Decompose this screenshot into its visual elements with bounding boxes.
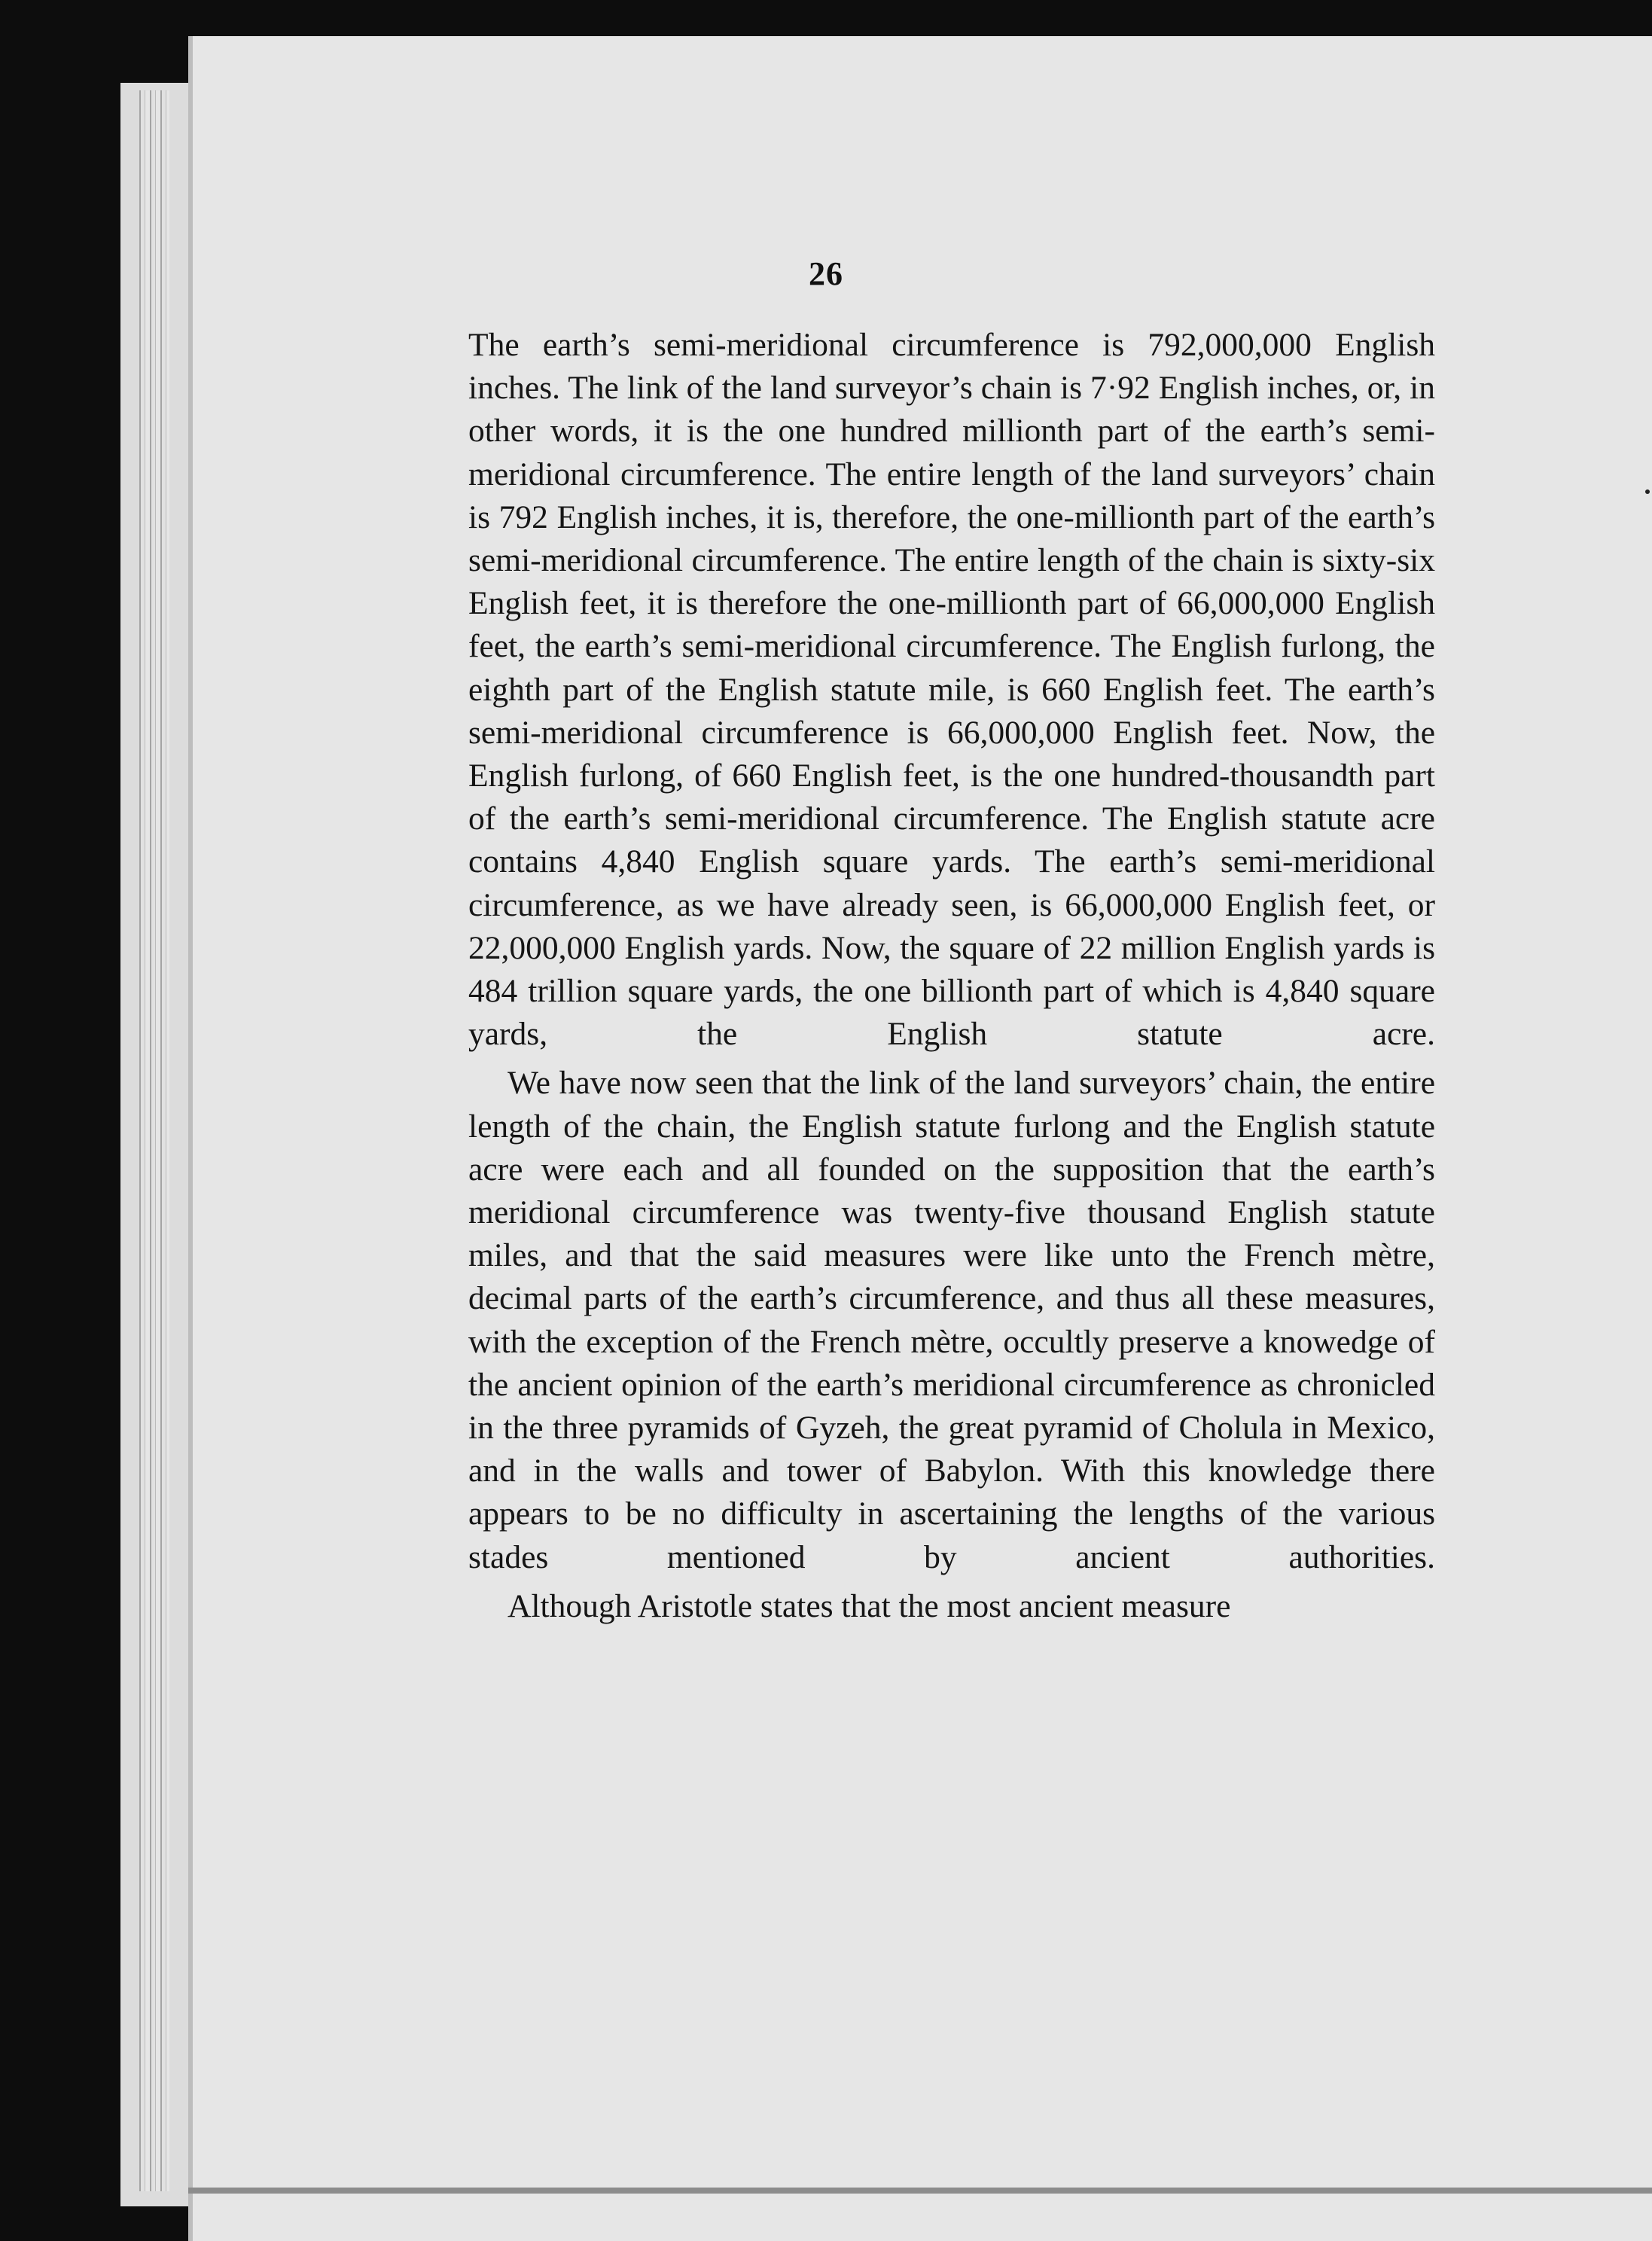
page-bottom-edge — [188, 2188, 1652, 2194]
paragraph-aristotle: Although Aristotle states that the most ancient measure — [507, 1587, 1231, 1624]
body-text — [468, 324, 1435, 1628]
page-stack-edge — [139, 90, 169, 2191]
page-number: 26 — [809, 255, 843, 292]
paragraph-summary: We have now seen that the link of the land surveyors’ chain, the entire length of the chain, the English statute furlong and the English statute acre were each and all founded on the supposition that the earth’s meridional circumference was twenty-five thousand English statute miles, and that the said measures were like unto the French mètre, decimal parts of the earth’s circumference, and thus all these measures, with the exception of the French mètre, occultly preserve a knowedge of the ancient opinion of the earth’s meridional circumference as chronicled in the three pyramids of Gyzeh, the great pyramid of Cholula in Mexico, and in the walls and tower of Babylon. With this knowledge there appears to be no difficulty in ascertaining the lengths of the various stades mentioned by ancient authorities. — [468, 1065, 1435, 1575]
scan-speck — [1645, 489, 1650, 494]
paragraph-measures: The earth’s semi-meridional circumference is 792,000,000 English inches. The link of the land surveyor’s chain is 7·92 English inches, or, in other words, it is the one hundred millionth part of the earth’s semi-meridional circumference. The entire length of the land surveyors’ chain is 792 English inches, it is, therefore, the one-millionth part of the earth’s semi-meridional circumference. The entire length of the chain is sixty-six English feet, it is therefore the one-millionth part of 66,000,000 English feet, the earth’s semi-meridional circumference. The English furlong, the eighth part of the English statute mile, is 660 English feet. The earth’s semi-meridional circumference is 66,000,000 English feet. Now, the English furlong, of 660 English feet, is the one hundred-thousandth part of the earth’s semi-meridional circumference. The English statute acre contains 4,840 English square yards. The earth’s semi-meridional circumference, as we have already seen, is 66,000,000 English feet, or 22,000,000 English yards. Now, the square of 22 million English yards is 484 trillion square yards, the one billionth part of which is 4,840 square yards, the English statute acre. — [468, 327, 1435, 1053]
